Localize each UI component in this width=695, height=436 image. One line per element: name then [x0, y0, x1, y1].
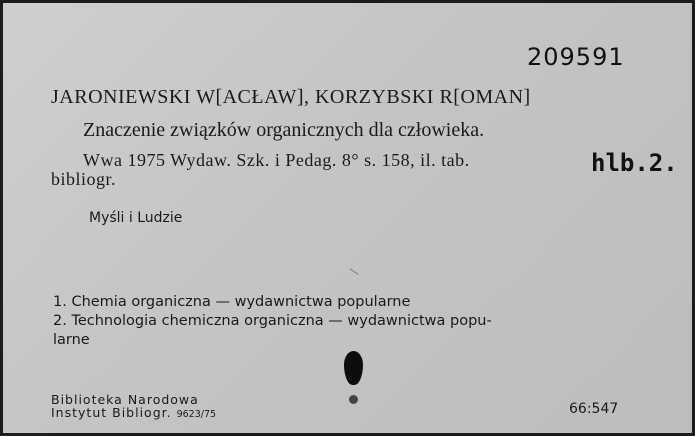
library-institute [51, 405, 216, 420]
book-title: Znaczenie związków organicznych dla człowieka. [83, 119, 485, 141]
subject-heading-2: 2. Technologia chemiczna organiczna — wydawnictwa popu- [53, 313, 492, 329]
series-name: Myśli i Ludzie [89, 210, 183, 226]
ink-dot [349, 395, 358, 404]
accession-number: 209591 [527, 43, 625, 71]
card-punch-hole [344, 351, 363, 385]
imprint-continuation: bibliogr. [51, 169, 117, 189]
authors-heading: JARONIEWSKI W[ACŁAW], KORZYBSKI R[OMAN] [51, 86, 531, 108]
library-code: 9623/75 [176, 409, 217, 420]
library-name: Biblioteka Narodowa [51, 392, 199, 407]
subject-heading-2-cont: larne [53, 332, 90, 348]
subject-heading-1: 1. Chemia organiczna — wydawnictwa popularne [53, 294, 411, 310]
shelf-stamp: hlb.2. [591, 149, 678, 177]
library-institute-label: Instytut Bibliogr. [51, 405, 172, 420]
pencil-mark [350, 268, 359, 275]
imprint-line: Wwa 1975 Wydaw. Szk. i Pedag. 8° s. 158, il. tab. [83, 150, 470, 170]
classification-number: 66:547 [569, 401, 619, 417]
